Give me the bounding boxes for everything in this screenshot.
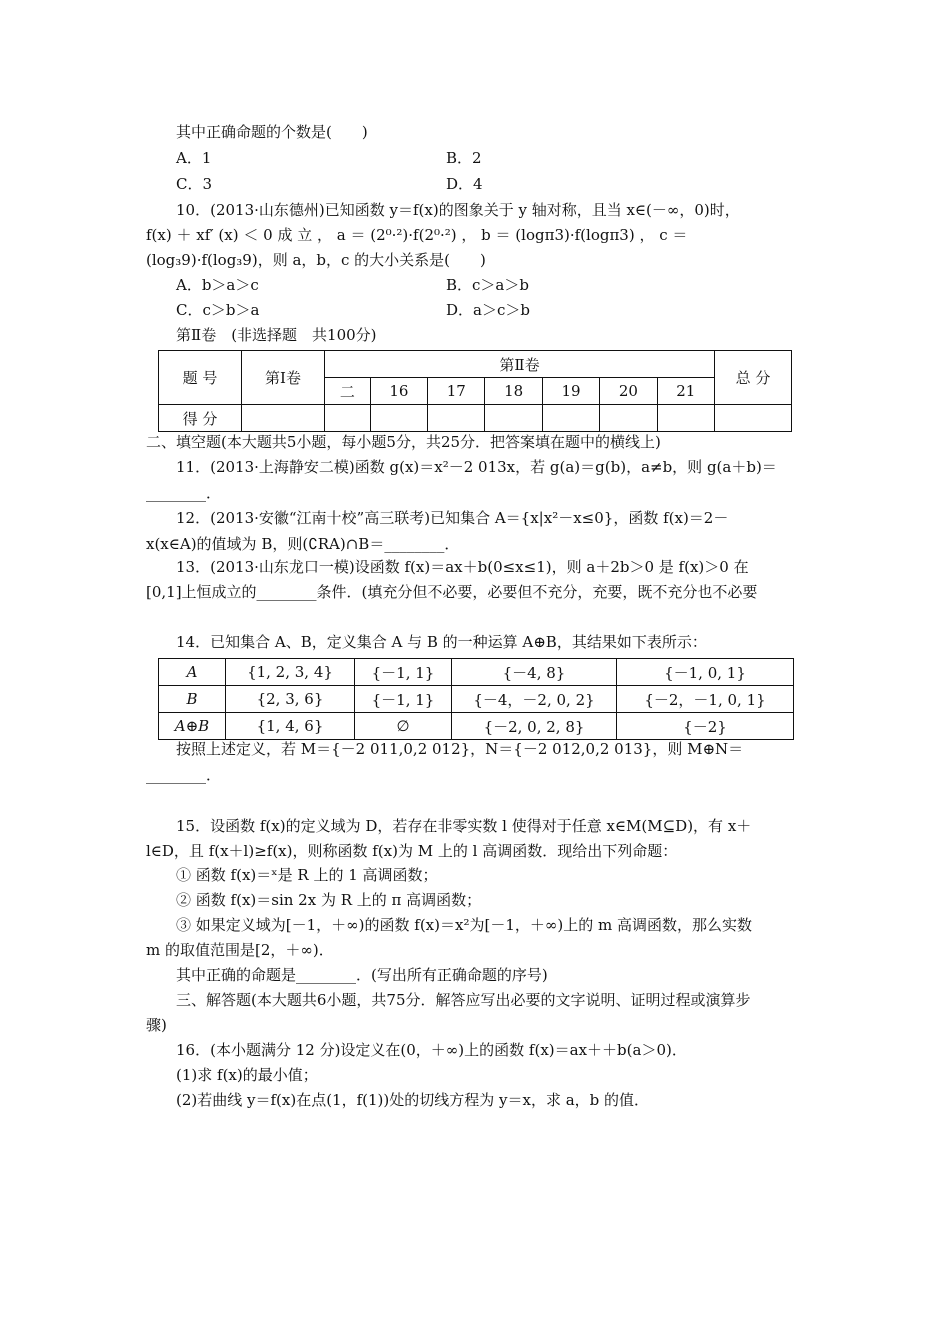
score-table-row-label: 得 分 (159, 405, 242, 432)
op-table-cell: {－2, 0, 2, 8} (452, 713, 617, 740)
q14-line3: ________． (146, 766, 222, 784)
score-table-cell (600, 405, 657, 432)
q12-line2: x(x∈A)的值域为 B，则(∁RA)∩B＝________． (146, 535, 460, 553)
q16-sub1: (1)求 f(x)的最小值； (176, 1066, 318, 1084)
section3-line1: 三、解答题(本大题共6小题，共75分．解答应写出必要的文字说明、证明过程或演算步 (176, 991, 751, 1009)
score-table-cell (715, 405, 792, 432)
q10-line3: (log₃9)·f(log₃9)，则 a，b，c 的大小关系是( ) (146, 251, 486, 269)
op-table-cell: A⊕B (159, 713, 226, 740)
op-table-cell: ∅ (355, 713, 452, 740)
score-table-cell (542, 405, 599, 432)
q15-ask: 其中正确的命题是________．(写出所有正确命题的序号) (176, 966, 548, 984)
q15-item3b: m 的取值范围是[2，＋∞)． (146, 941, 334, 959)
score-table-col: 18 (485, 378, 542, 405)
q9-option-a: A．1 (176, 149, 212, 167)
q13-line1: 13．(2013·山东龙口一模)设函数 f(x)＝ax＋b(0≤x≤1)，则 a＋2b＞0 是 f(x)＞0 在 (176, 558, 749, 576)
op-table-cell: {－4，－2, 0, 2} (452, 686, 617, 713)
op-table-cell: B (159, 686, 226, 713)
score-table-col: 17 (428, 378, 485, 405)
op-table-cell: {－2，－1, 0, 1} (617, 686, 794, 713)
q14-line2: 按照上述定义，若 M＝{－2 011,0,2 012}，N＝{－2 012,0,2 013}，则 M⊕N＝ (176, 740, 744, 758)
op-table-cell: {－1, 1} (355, 659, 452, 686)
q10-option-b: B．c＞a＞b (446, 276, 529, 294)
part2-title: 第Ⅱ卷 (非选择题 共100分) (176, 326, 377, 344)
section2-heading: 二、填空题(本大题共5小题，每小题5分，共25分．把答案填在题中的横线上) (146, 433, 661, 451)
q9-option-b: B．2 (446, 149, 482, 167)
score-table-header-part1: 第Ⅰ卷 (242, 351, 325, 405)
q10-option-c: C．c＞b＞a (176, 301, 260, 319)
q9-prompt: 其中正确命题的个数是( ) (176, 123, 368, 141)
op-table-cell: {－1, 0, 1} (617, 659, 794, 686)
op-table-cell: {－2} (617, 713, 794, 740)
q10-option-d: D．a＞c＞b (446, 301, 530, 319)
op-table-cell: {1, 2, 3, 4} (226, 659, 355, 686)
score-table-header-part2: 第Ⅱ卷 (325, 351, 715, 378)
q15-line2: l∈D，且 f(x＋l)≥f(x)，则称函数 f(x)为 M 上的 l 高调函数．现给出下列命题： (146, 842, 678, 860)
q10-option-a: A．b＞a＞c (176, 276, 259, 294)
q15-item2: ② 函数 f(x)＝sin 2x 为 R 上的 π 高调函数； (176, 891, 482, 909)
q13-line2: [0,1]上恒成立的________条件．(填充分但不必要，必要但不充分，充要，既不充分也不必要 (146, 583, 758, 601)
q15-item3a: ③ 如果定义域为[－1，＋∞)的函数 f(x)＝x²为[－1，＋∞)上的 m 高调函数，那么实数 (176, 916, 752, 934)
score-table-col: 16 (370, 378, 427, 405)
q16-sub2: (2)若曲线 y＝f(x)在点(1，f(1))处的切线方程为 y＝x，求 a，b 的值． (176, 1091, 650, 1109)
q15-item1: ① 函数 f(x)＝ˣ是 R 上的 1 高调函数； (176, 866, 438, 884)
q16-line1: 16．(本小题满分 12 分)设定义在(0，＋∞)上的函数 f(x)＝ax＋＋b(a＞0)． (176, 1041, 687, 1059)
score-table-col: 20 (600, 378, 657, 405)
op-table-cell: A (159, 659, 226, 686)
score-table-col: 二 (325, 378, 371, 405)
score-table-cell (242, 405, 325, 432)
score-table (158, 350, 792, 432)
op-table-cell: {2, 3, 6} (226, 686, 355, 713)
op-table-cell: {－4, 8} (452, 659, 617, 686)
score-table-col: 19 (542, 378, 599, 405)
score-table-cell (428, 405, 485, 432)
q15-line1: 15．设函数 f(x)的定义域为 D，若存在非零实数 l 使得对于任意 x∈M(M⊆D)，有 x＋ (176, 817, 752, 835)
operation-table (158, 658, 794, 740)
score-table-cell (325, 405, 371, 432)
q11-line1: 11．(2013·上海静安二模)函数 g(x)＝x²－2 013x，若 g(a)＝g(b)，a≠b，则 g(a＋b)＝ (176, 458, 777, 476)
score-table-header-num: 题 号 (159, 351, 242, 405)
section3-line2: 骤) (146, 1016, 167, 1034)
q14-line1: 14．已知集合 A、B，定义集合 A 与 B 的一种运算 A⊕B，其结果如下表所示： (176, 633, 707, 651)
q9-option-d: D．4 (446, 175, 483, 193)
op-table-cell: {1, 4, 6} (226, 713, 355, 740)
op-table-cell: {－1, 1} (355, 686, 452, 713)
score-table-header-total: 总 分 (715, 351, 792, 405)
q11-line2: ________． (146, 484, 222, 502)
score-table-cell (370, 405, 427, 432)
q10-line1: 10．(2013·山东德州)已知函数 y＝f(x)的图象关于 y 轴对称，且当 x∈(－∞，0)时， (176, 201, 740, 219)
score-table-col: 21 (657, 378, 714, 405)
q10-line2: f(x) ＋ xf′ (x) ＜ 0 成 立 ， a ＝ (2⁰·²)·f(2⁰·²) ， b ＝ (logπ3)·f(logπ3) ， c ＝ (146, 226, 688, 244)
q9-option-c: C．3 (176, 175, 213, 193)
score-table-cell (485, 405, 542, 432)
score-table-cell (657, 405, 714, 432)
q12-line1: 12．(2013·安徽“江南十校”高三联考)已知集合 A＝{x|x²－x≤0}，函数 f(x)＝2－ (176, 509, 729, 527)
